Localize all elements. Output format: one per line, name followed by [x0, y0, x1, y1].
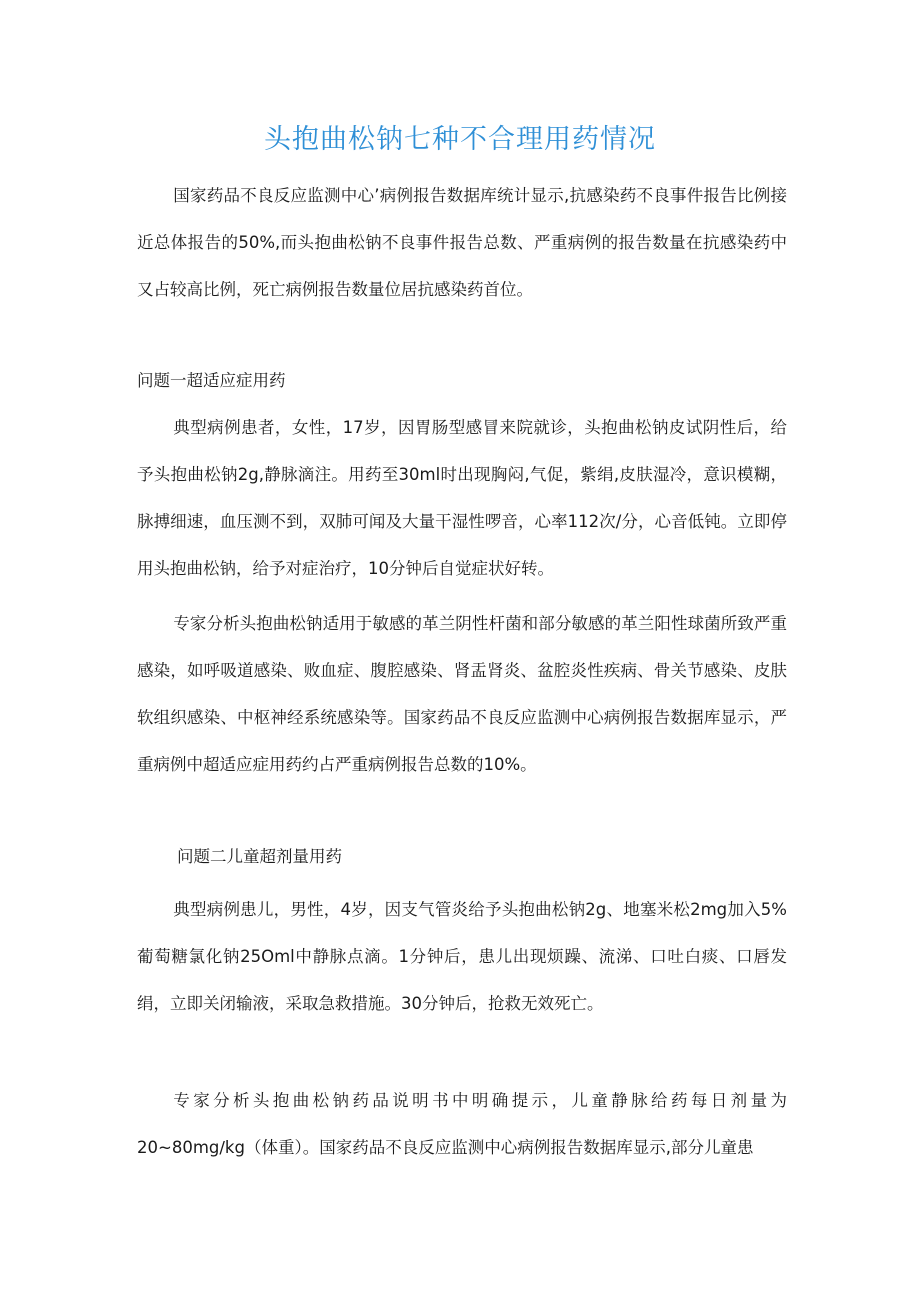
document-title: 头抱曲松钠七种不合理用药情况 [264, 124, 656, 155]
section-heading-1: 问题一超适应症用药 [137, 371, 286, 390]
case-paragraph-2: 典型病例患儿，男性，4岁，因支气管炎给予头抱曲松钠2g、地塞米松2mg加入5%葡萄糖氯化钠25Oml中静脉点滴。1分钟后，患儿出现烦躁、流涕、口吐白痰、口唇发绢，立即关闭输液，采取急救措施。30分钟后，抢救无效死亡。 [137, 900, 787, 1013]
case-paragraph-1: 典型病例患者，女性，17岁，因胃肠型感冒来院就诊，头抱曲松钠皮试阴性后，给予头抱曲松钠2g,静脉滴注。用药至30ml时出现胸闷,气促，紫绢,皮肤湿冷，意识模糊，脉搏细速，血压测不到，双肺可闻及大量干湿性啰音，心率112次/分，心音低钝。立即停用头抱曲松钠，给予对症治疗，10分钟后自觉症状好转。 [137, 418, 787, 578]
section-heading-2: 问题二儿童超剂量用药 [177, 847, 342, 866]
intro-paragraph: 国家药品不良反应监测中心’病例报告数据库统计显示,抗感染药不良事件报告比例接近总体报告的50%,而头抱曲松钠不良事件报告总数、严重病例的报告数量在抗感染药中又占较高比例，死亡病例报告数量位居抗感染药首位。 [137, 186, 787, 299]
analysis-paragraph-2: 专家分析头抱曲松钠药品说明书中明确提示，儿童静脉给药每日剂量为20~80mg∕kg（体重）。国家药品不良反应监测中心病例报告数据库显示,部分儿童患 [137, 1091, 787, 1157]
analysis-paragraph-1: 专家分析头抱曲松钠适用于敏感的革兰阴性杆菌和部分敏感的革兰阳性球菌所致严重感染，如呼吸道感染、败血症、腹腔感染、肾盂肾炎、盆腔炎性疾病、骨关节感染、皮肤软组织感染、中枢神经系统感染等。国家药品不良反应监测中心病例报告数据库显示，严重病例中超适应症用药约占严重病例报告总数的10%。 [137, 614, 787, 774]
